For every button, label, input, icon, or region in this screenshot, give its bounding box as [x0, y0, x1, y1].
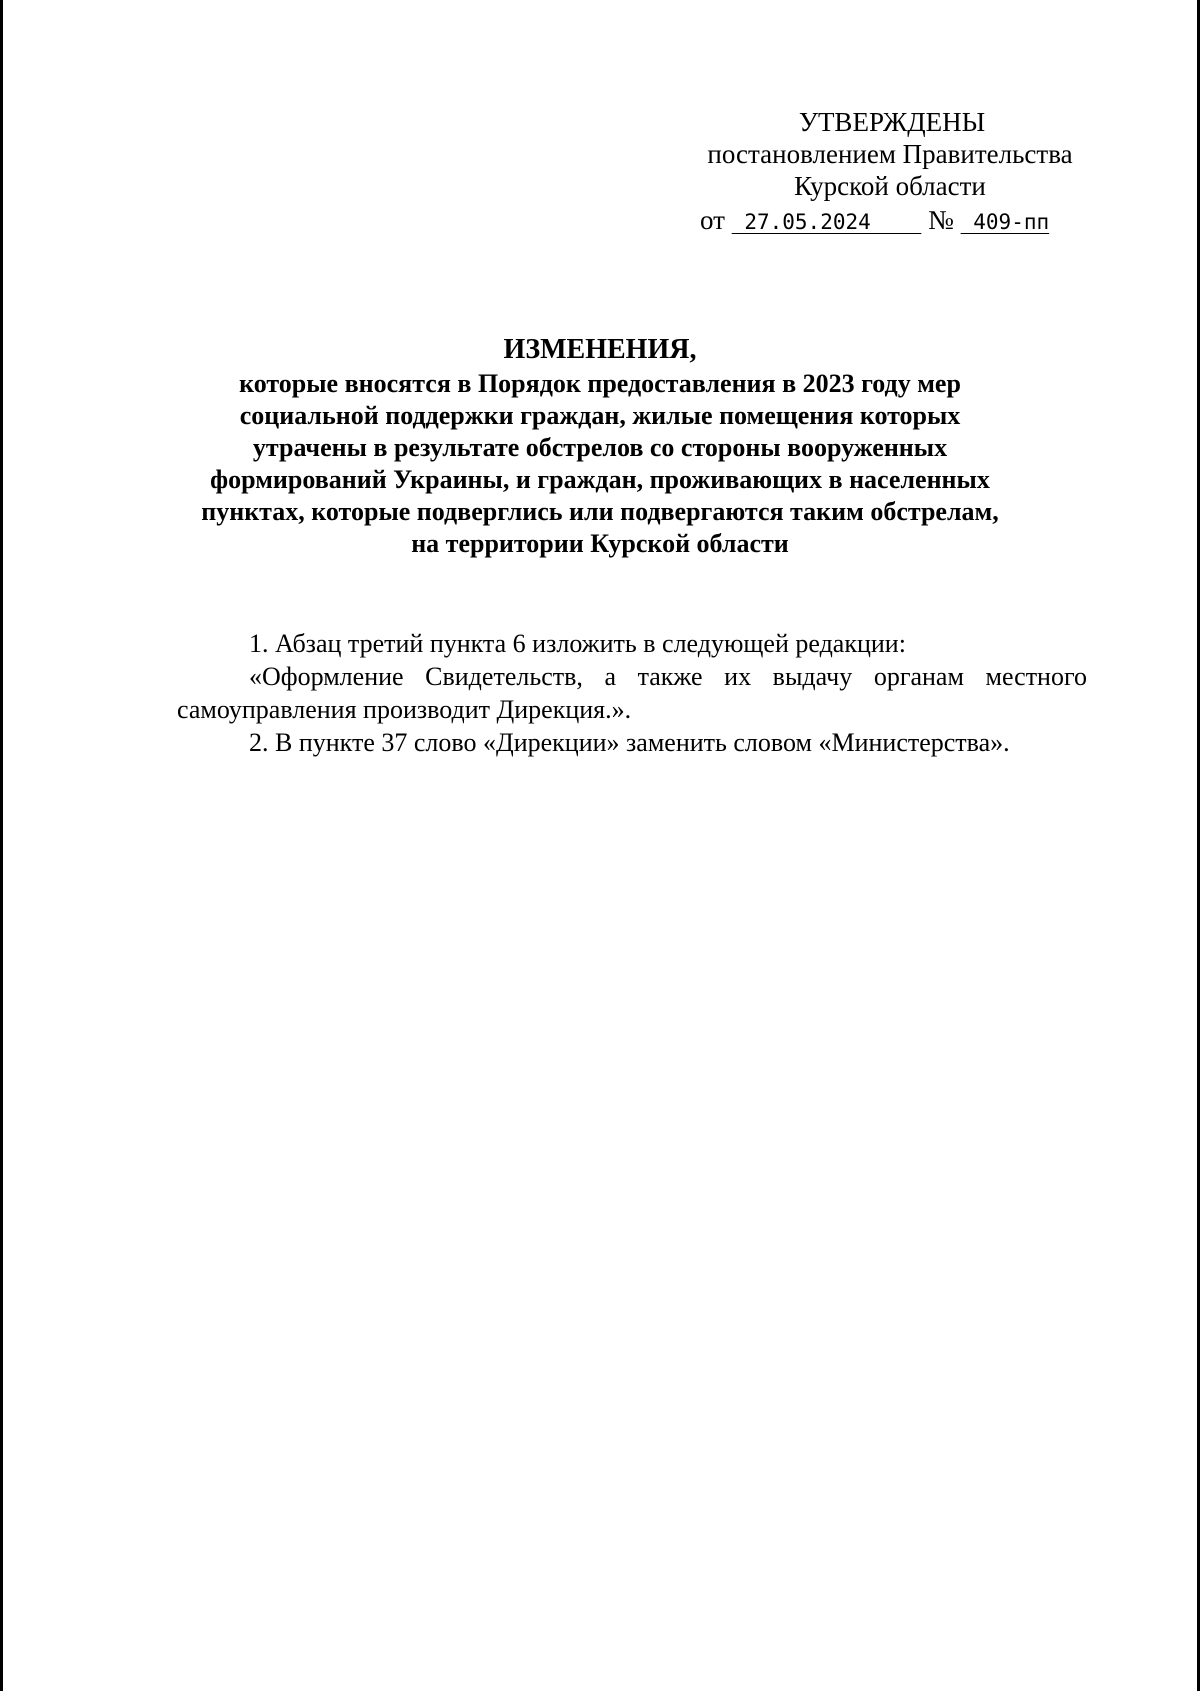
date-value: 27.05.2024 — [731, 210, 922, 234]
approval-date-line — [690, 204, 1090, 238]
title-subtitle-line: утрачены в результате обстрелов со стороны вооруженных — [252, 433, 948, 462]
title-subtitle-line: на территории Курской области — [411, 529, 789, 558]
body-item-quote: «Оформление Свидетельств, а также их выдачу органам местного самоуправления производит Дирекция.». — [177, 662, 1087, 724]
date-prefix: от — [700, 205, 725, 235]
title-subtitle-line: пунктах, которые подверглись или подвергаются таким обстрелам, — [201, 497, 999, 526]
document-title — [150, 334, 1050, 560]
approval-block — [690, 106, 1090, 238]
title-subtitle-line: которые вносятся в Порядок предоставления в 2023 году мер — [239, 369, 961, 398]
scan-edge-left — [0, 0, 3, 1691]
approval-heading: УТВЕРЖДЕНЫ — [798, 107, 986, 137]
body-item-2: 2. В пункте 37 слово «Дирекции» заменить словом «Министерства». — [249, 728, 1010, 757]
approval-line-2: Курской области — [794, 171, 986, 201]
title-main: ИЗМЕНЕНИЯ, — [503, 334, 697, 365]
document-body — [177, 627, 1087, 759]
number-prefix: № — [928, 205, 954, 235]
approval-line-1: постановлением Правительства — [707, 139, 1073, 169]
number-value: 409-пп — [960, 210, 1050, 234]
title-subtitle-line: социальной поддержки граждан, жилые помещения которых — [239, 401, 961, 430]
title-subtitle-line: формирований Украины, и граждан, проживающих в населенных — [210, 465, 990, 494]
body-item-1: 1. Абзац третий пункта 6 изложить в следующей редакции: — [249, 629, 906, 658]
